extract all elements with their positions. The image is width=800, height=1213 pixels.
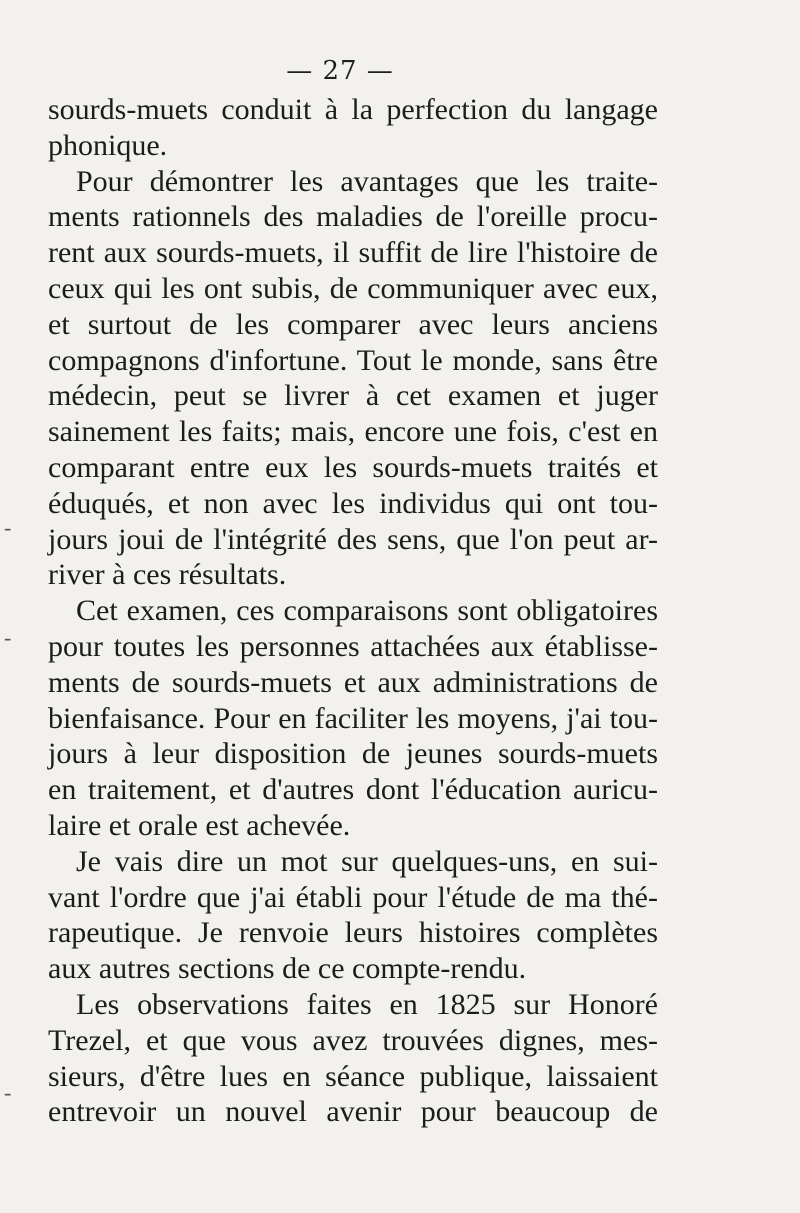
text-line: sainement les faits; mais, encore une fois, c'est en [48,415,658,449]
text-line: entrevoir un nouvel avenir pour beaucoup de [48,1095,658,1129]
text-line: éduqués, et non avec les individus qui ont tou- [48,486,658,520]
text-line: laire et orale est achevée. [48,808,351,842]
text-line: jours joui de l'intégrité des sens, que l'on peut ar- [48,522,658,556]
text-line: Trezel, et que vous avez trouvées dignes, mes- [48,1023,658,1057]
text-line: ments rationnels des maladies de l'oreille procu- [48,200,658,234]
text-line: aux autres sections de ce compte-rendu. [48,952,527,986]
text-line: river à ces résultats. [48,558,287,592]
text-line: médecin, peut se livrer à cet examen et juger [48,379,658,413]
body-text [48,92,658,1130]
text-line: rent aux sourds-muets, il suffit de lire l'histoire de [48,236,658,270]
margin-dash: - [4,515,12,540]
margin-dash: - [4,625,12,650]
text-line: Les observations faites en 1825 sur Honoré [76,987,658,1021]
text-line: Je vais dire un mot sur quelques-uns, en sui- [76,844,658,878]
text-line: ceux qui les ont subis, de communiquer avec eux, [48,271,658,305]
text-line: rapeutique. Je renvoie leurs histoires complètes [48,916,658,950]
text-line: comparant entre eux les sourds-muets traités et [48,450,658,484]
text-line: et surtout de les comparer avec leurs anciens [48,307,658,341]
text-line: pour toutes les personnes attachées aux établisse- [48,629,658,663]
margin-dash: - [4,1080,12,1105]
page-number: — 27 — [286,56,394,86]
text-line: Pour démontrer les avantages que les traite- [76,164,658,198]
text-line: en traitement, et d'autres dont l'éducation auricu- [48,773,658,807]
text-line: vant l'ordre que j'ai établi pour l'étude de ma thé- [48,880,658,914]
text-line: sourds-muets conduit à la perfection du langage [48,93,658,126]
text-line: jours à leur disposition de jeunes sourds-muets [48,737,658,771]
text-line: sieurs, d'être lues en séance publique, laissaient [48,1059,658,1093]
text-line: compagnons d'infortune. Tout le monde, sans être [48,343,658,377]
text-line: bienfaisance. Pour en faciliter les moyens, j'ai tou- [48,701,658,735]
text-line: phonique. [48,128,168,162]
text-line: ments de sourds-muets et aux administrations de [48,665,658,699]
text-line: Cet examen, ces comparaisons sont obligatoires [76,594,658,628]
